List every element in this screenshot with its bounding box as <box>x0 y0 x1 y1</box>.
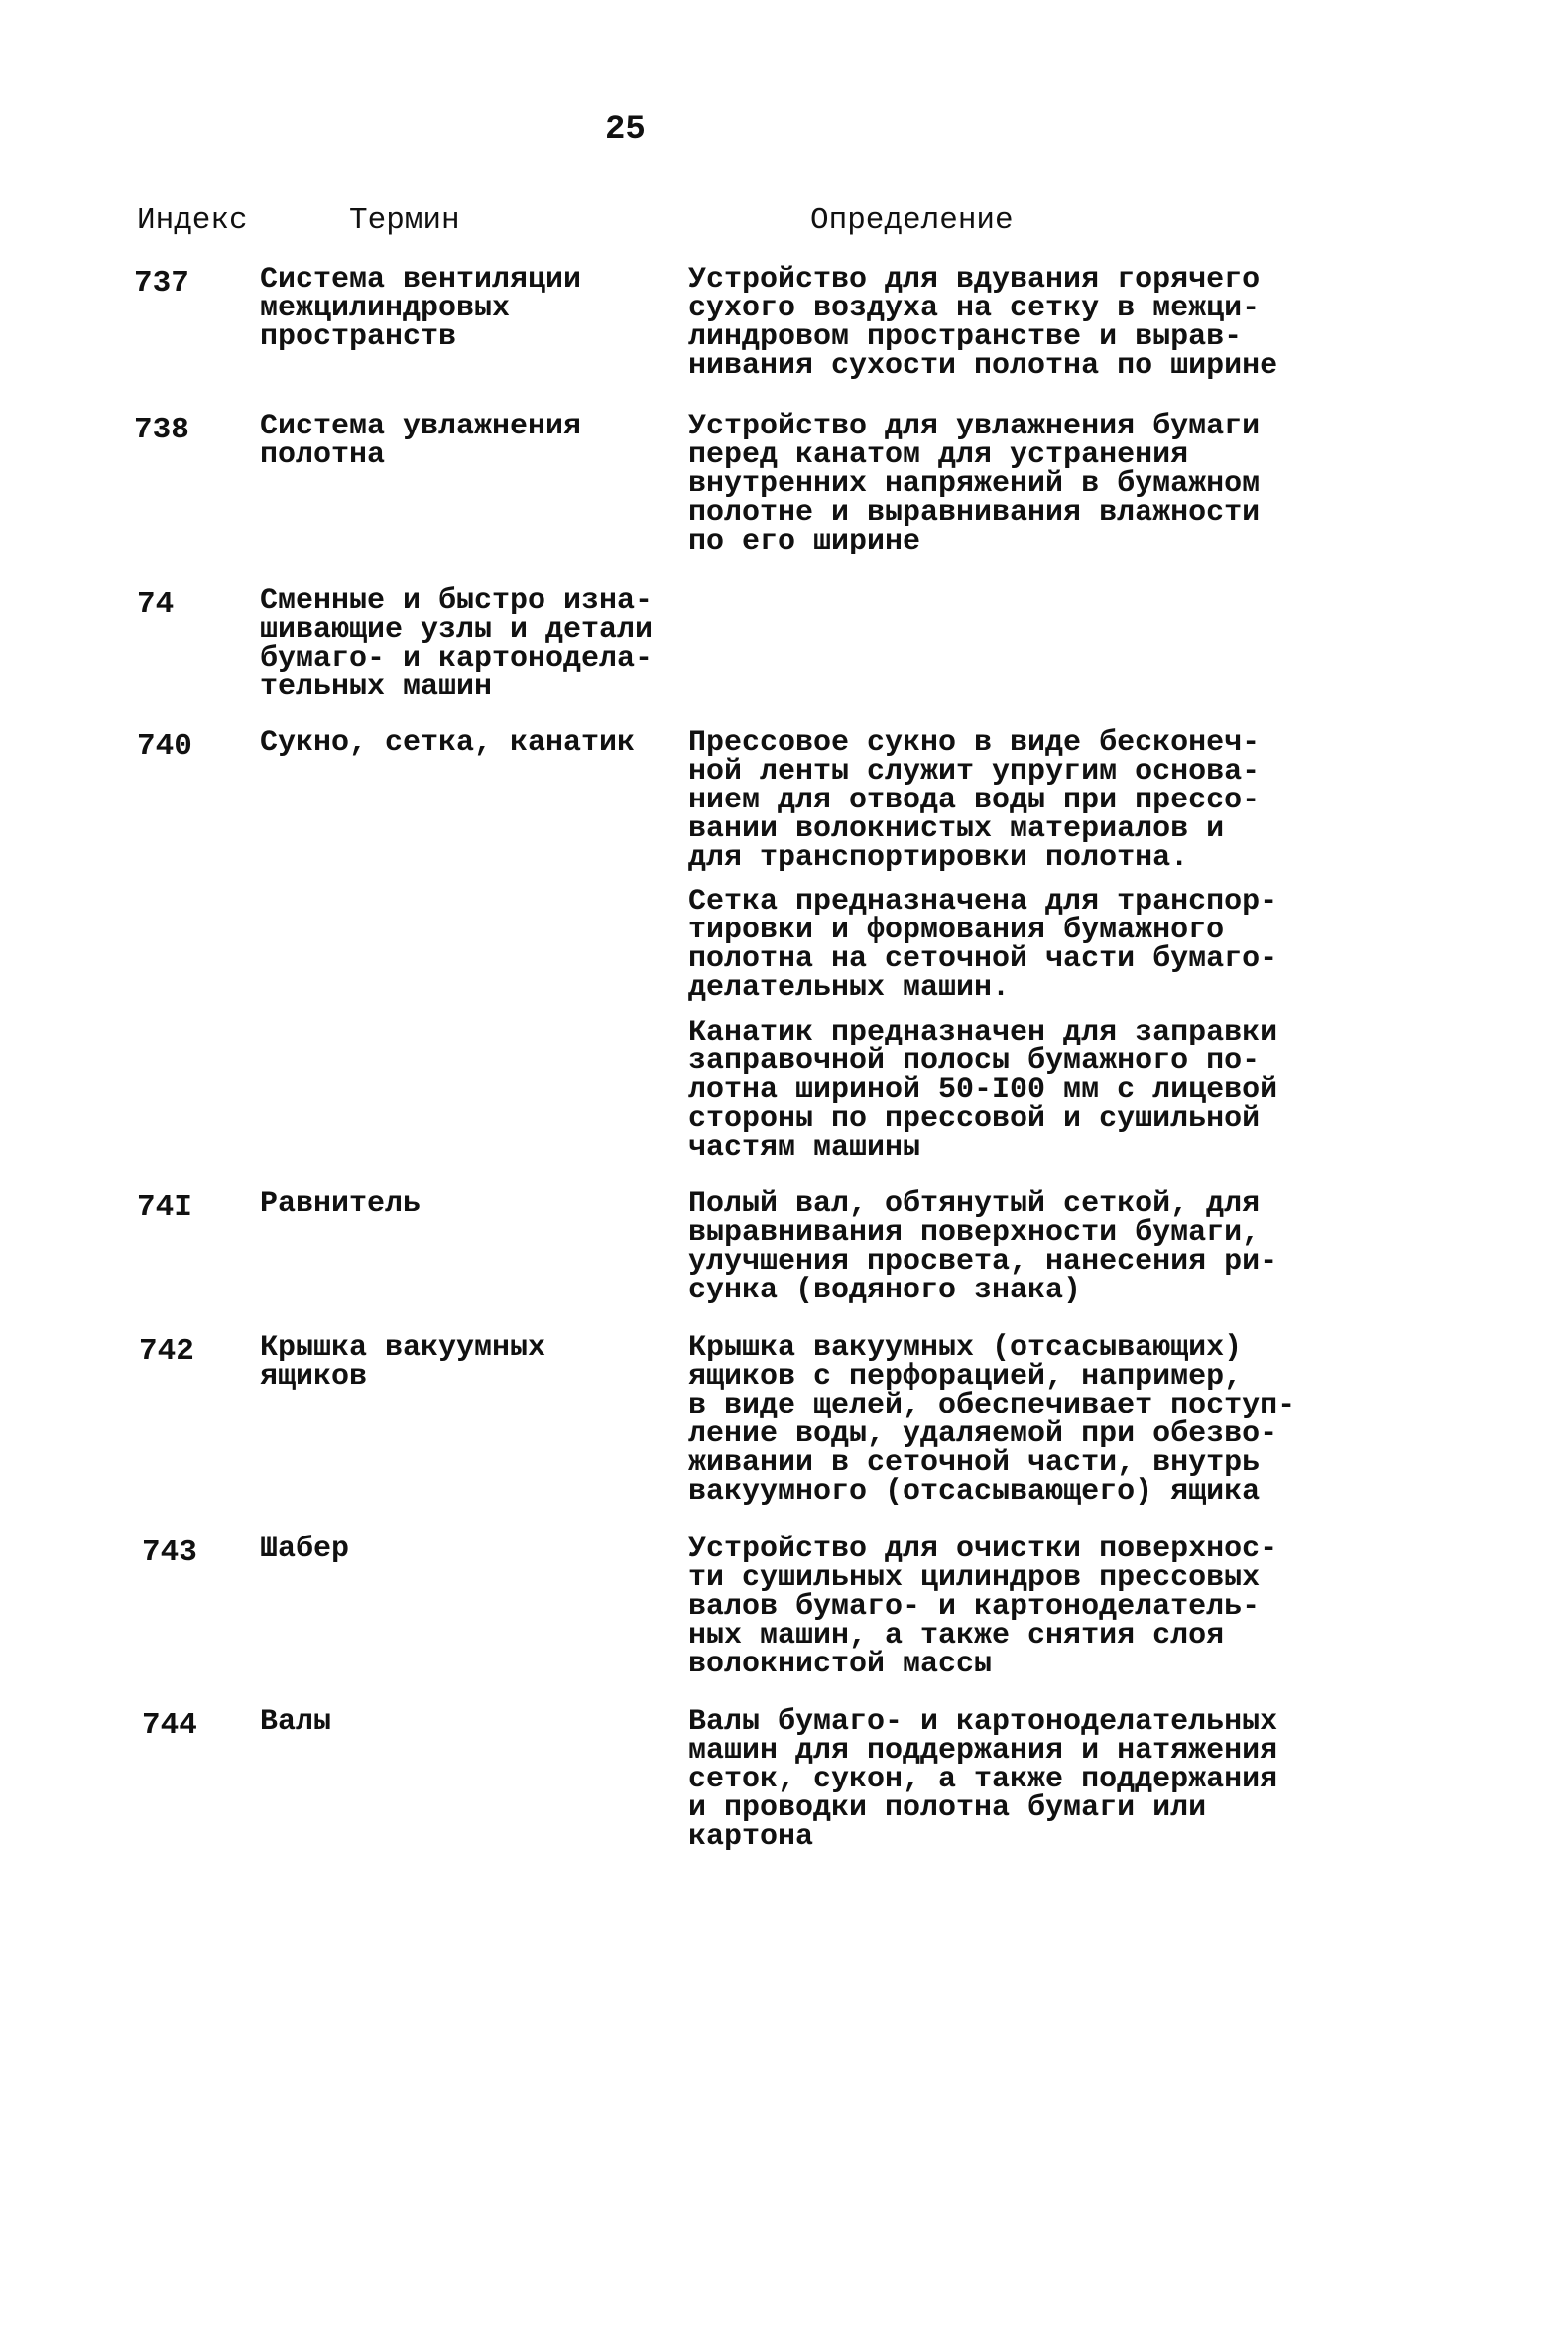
entry-definition: Канатик предназначен для заправки заправочной полосы бумажного по- лотна шириной 50-I00 мм с лицевой стороны по прессовой и сушильной частям машины <box>688 1016 1278 1165</box>
entry-definition: Устройство для очистки поверхнос- ти сушильных цилиндров прессовых валов бумаго- и картоноделатель- ных машин, а также снятия слоя волокнистой массы <box>688 1533 1278 1681</box>
entry-definition: Крышка вакуумных (отсасывающих) ящиков с перфорацией, например, в виде щелей, обеспечивает поступ- ление воды, удаляемой при обезво- живании в сеточной части, внутрь вакуумного (отсасывающего) ящика <box>688 1331 1296 1509</box>
entry-index: 744 <box>142 1708 197 1743</box>
entry-term: Крышка вакуумных ящиков <box>260 1331 546 1394</box>
entry-term: Шабер <box>260 1533 350 1566</box>
entry-index: 74I <box>137 1190 192 1225</box>
column-header-term: Термин <box>349 203 460 238</box>
entry-term: Равнитель <box>260 1187 422 1221</box>
entry-definition: Сетка предназначена для транспор- тировки и формования бумажного полотна на сеточной части бумаго- делательных машин. <box>688 885 1278 1005</box>
column-header-index: Индекс <box>137 203 248 238</box>
entry-definition: Полый вал, обтянутый сеткой, для выравнивания поверхности бумаги, улучшения просвета, нанесения ри- сунка (водяного знака) <box>688 1187 1278 1307</box>
page-number: 25 <box>605 111 646 149</box>
entry-definition: Устройство для увлажнения бумаги перед канатом для устранения внутренних напряжений в бумажном полотне и выравнивания влажности по его ширине <box>688 410 1261 558</box>
entry-definition: Валы бумаго- и картоноделательных машин для поддержания и натяжения сеток, сукон, а также поддержания и проводки полотна бумаги или картона <box>688 1705 1278 1854</box>
entry-index: 737 <box>134 266 189 301</box>
entry-term: Система вентиляции межцилиндровых пространств <box>260 263 582 354</box>
entry-index: 743 <box>142 1536 197 1570</box>
entry-index: 742 <box>139 1334 194 1369</box>
column-header-definition: Определение <box>810 203 1014 238</box>
entry-index: 740 <box>137 729 192 764</box>
entry-definition: Прессовое сукно в виде бесконеч- ной ленты служит упругим основа- нием для отвода воды при прессо- вании волокнистых материалов и для транспортировки полотна. <box>688 726 1261 875</box>
entry-definition: Устройство для вдувания горячего сухого воздуха на сетку в межци- линдровом пространстве и вырав- нивания сухости полотна по ширине <box>688 263 1278 383</box>
entry-term: Система увлажнения полотна <box>260 410 582 472</box>
entry-index: 74 <box>137 587 175 622</box>
entry-term: Сукно, сетка, канатик <box>260 726 636 760</box>
entry-term: Сменные и быстро изна- шивающие узлы и детали бумаго- и картоноделa- тельных машин <box>260 584 654 704</box>
entry-term: Валы <box>260 1705 332 1739</box>
entry-index: 738 <box>134 413 189 447</box>
